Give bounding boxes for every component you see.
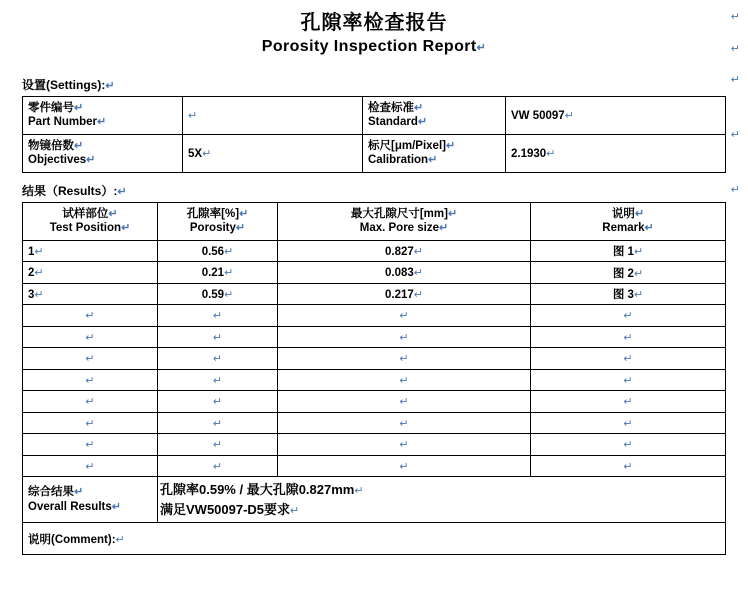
cell-pore-size[interactable] <box>278 412 531 434</box>
paragraph-mark: ↵ <box>290 504 300 517</box>
paragraph-mark: ↵ <box>212 353 223 366</box>
cell-test-position[interactable] <box>23 240 158 262</box>
paragraph-mark: ↵ <box>730 11 740 23</box>
cell-pore-size[interactable] <box>278 262 531 284</box>
cell-porosity[interactable] <box>158 283 278 305</box>
paragraph-mark: ↵ <box>115 533 125 546</box>
calibration-value[interactable] <box>506 134 726 172</box>
cell-porosity[interactable] <box>158 262 278 284</box>
paragraph-mark: ↵ <box>399 396 409 409</box>
table-header-row <box>23 202 726 240</box>
calibration-label <box>363 134 506 172</box>
cell-value: 图 2 <box>612 267 634 280</box>
paragraph-mark: ↵ <box>86 154 96 167</box>
settings-heading-text: 设置(Settings): <box>22 77 106 92</box>
comment-label[interactable] <box>23 523 726 555</box>
table-row <box>23 326 726 348</box>
paragraph-mark: ↵ <box>85 331 95 344</box>
overall-results-value[interactable] <box>158 477 726 523</box>
paragraph-mark: ↵ <box>413 267 423 280</box>
paragraph-mark: ↵ <box>730 184 740 196</box>
column-header-test-position-zh: 试样部位 <box>62 207 109 220</box>
paragraph-mark: ↵ <box>224 245 234 258</box>
paragraph-mark: ↵ <box>413 245 423 258</box>
cell-remark[interactable] <box>531 240 726 262</box>
overall-results-line1: 孔隙率0.59% / 最大孔隙0.827mm <box>160 481 355 497</box>
cell-test-position[interactable] <box>23 434 158 456</box>
standard-value-text: VW 50097 <box>511 109 565 122</box>
cell-value: 图 3 <box>612 289 634 302</box>
paragraph-mark: ↵ <box>399 439 409 452</box>
table-row <box>23 96 726 134</box>
cell-pore-size[interactable] <box>278 240 531 262</box>
cell-value: 0.083 <box>385 267 414 280</box>
table-row <box>23 455 726 477</box>
paragraph-mark: ↵ <box>546 147 556 160</box>
paragraph-mark: ↵ <box>85 439 95 452</box>
paragraph-mark: ↵ <box>74 485 84 498</box>
table-row <box>23 262 726 284</box>
part-number-label <box>23 96 183 134</box>
cell-pore-size[interactable] <box>278 434 531 456</box>
paragraph-mark: ↵ <box>623 439 633 452</box>
cell-test-position[interactable] <box>23 455 158 477</box>
paragraph-mark: ↵ <box>633 289 644 302</box>
paragraph-mark: ↵ <box>85 310 95 323</box>
table-row <box>23 305 726 327</box>
cell-test-position[interactable] <box>23 369 158 391</box>
paragraph-mark: ↵ <box>97 116 107 129</box>
cell-porosity[interactable] <box>158 412 278 434</box>
cell-remark[interactable] <box>531 455 726 477</box>
cell-value: 3 <box>28 288 35 301</box>
paragraph-mark: ↵ <box>417 116 428 129</box>
paragraph-mark: ↵ <box>644 222 654 235</box>
column-header-test-position-en: Test Position <box>49 222 122 235</box>
paragraph-mark: ↵ <box>564 109 574 122</box>
column-header-pore-size-en: Max. Pore size <box>359 222 440 235</box>
paragraph-mark: ↵ <box>121 222 131 235</box>
paragraph-mark: ↵ <box>85 353 95 366</box>
paragraph-mark: ↵ <box>212 439 223 452</box>
paragraph-mark: ↵ <box>188 109 198 122</box>
paragraph-mark: ↵ <box>730 129 740 141</box>
cell-pore-size[interactable] <box>278 305 531 327</box>
cell-remark[interactable] <box>531 391 726 413</box>
paragraph-mark: ↵ <box>212 310 223 323</box>
calibration-value-text: 2.1930 <box>511 147 547 160</box>
objectives-label-zh: 物镜倍数 <box>28 139 74 152</box>
paragraph-mark: ↵ <box>428 154 438 167</box>
paragraph-mark: ↵ <box>413 288 423 301</box>
table-row <box>23 391 726 413</box>
column-header-porosity-en: Porosity <box>189 222 236 235</box>
paragraph-mark: ↵ <box>85 396 95 409</box>
cell-test-position[interactable] <box>23 348 158 370</box>
table-row <box>23 369 726 391</box>
cell-porosity[interactable] <box>158 369 278 391</box>
cell-remark[interactable] <box>531 434 726 456</box>
paragraph-mark: ↵ <box>623 331 633 344</box>
paragraph-mark: ↵ <box>224 267 234 280</box>
paragraph-mark: ↵ <box>202 147 212 160</box>
comment-label-text: 说明(Comment): <box>28 533 116 546</box>
paragraph-mark: ↵ <box>634 207 645 220</box>
paragraph-mark: ↵ <box>730 74 740 86</box>
cell-value: 图 1 <box>612 246 634 259</box>
cell-value: 0.59 <box>201 288 225 301</box>
column-header-pore-size-zh: 最大孔隙尺寸[mm] <box>350 207 448 220</box>
cell-pore-size[interactable] <box>278 369 531 391</box>
paragraph-mark: ↵ <box>34 267 44 280</box>
standard-value[interactable] <box>506 96 726 134</box>
calibration-label-en: Calibration <box>368 154 429 167</box>
column-header-test-position <box>23 202 158 240</box>
standard-label-en: Standard <box>368 116 418 129</box>
paragraph-mark: ↵ <box>399 374 409 387</box>
overall-results-row <box>23 477 726 523</box>
column-header-remark-en: Remark <box>602 222 645 235</box>
cell-test-position[interactable] <box>23 391 158 413</box>
cell-remark[interactable] <box>531 283 726 305</box>
cell-value: 0.827 <box>385 245 414 258</box>
cell-remark[interactable] <box>531 348 726 370</box>
paragraph-mark: ↵ <box>34 288 44 301</box>
objectives-value[interactable] <box>183 134 363 172</box>
cell-pore-size[interactable] <box>278 391 531 413</box>
cell-test-position[interactable] <box>23 262 158 284</box>
cell-pore-size[interactable] <box>278 455 531 477</box>
paragraph-mark: ↵ <box>235 222 246 235</box>
overall-results-line2: 满足VW50097-D5要求 <box>160 501 291 517</box>
cell-porosity[interactable] <box>158 391 278 413</box>
objectives-label-en: Objectives <box>28 154 87 167</box>
part-number-label-en: Part Number <box>28 116 98 129</box>
results-table <box>22 202 726 556</box>
cell-porosity[interactable] <box>158 348 278 370</box>
paragraph-mark: ↵ <box>105 79 115 92</box>
column-header-porosity <box>158 202 278 240</box>
cell-test-position[interactable] <box>23 412 158 434</box>
calibration-label-zh: 标尺[μm/Pixel] <box>368 139 446 152</box>
paragraph-mark: ↵ <box>85 417 95 430</box>
cell-pore-size[interactable] <box>278 326 531 348</box>
paragraph-mark: ↵ <box>633 267 644 280</box>
cell-pore-size[interactable] <box>278 348 531 370</box>
paragraph-mark: ↵ <box>623 374 633 387</box>
overall-results-label-zh: 综合结果 <box>28 485 74 498</box>
cell-remark[interactable] <box>531 412 726 434</box>
paragraph-mark: ↵ <box>399 417 409 430</box>
cell-value: 0.21 <box>201 267 225 280</box>
settings-heading <box>0 76 748 93</box>
table-row <box>23 283 726 305</box>
cell-test-position[interactable] <box>23 305 158 327</box>
cell-value: 0.56 <box>201 245 225 258</box>
column-header-pore-size <box>278 202 531 240</box>
standard-label <box>363 96 506 134</box>
cell-porosity[interactable] <box>158 305 278 327</box>
standard-label-zh: 检查标准 <box>368 101 414 114</box>
paragraph-mark: ↵ <box>212 396 223 409</box>
paragraph-mark: ↵ <box>85 460 95 473</box>
part-number-value[interactable] <box>183 96 363 134</box>
paragraph-mark: ↵ <box>414 101 424 114</box>
cell-porosity[interactable] <box>158 434 278 456</box>
cell-pore-size[interactable] <box>278 283 531 305</box>
paragraph-mark: ↵ <box>399 460 409 473</box>
comment-row <box>23 523 726 555</box>
paragraph-mark: ↵ <box>117 185 127 198</box>
cell-test-position[interactable] <box>23 283 158 305</box>
paragraph-mark: ↵ <box>212 460 223 473</box>
paragraph-mark: ↵ <box>730 43 740 55</box>
page-title-en-text: Porosity Inspection Report <box>261 38 477 55</box>
results-heading <box>0 182 748 199</box>
column-header-remark-zh: 说明 <box>611 207 635 220</box>
table-row <box>23 240 726 262</box>
paragraph-mark: ↵ <box>224 288 234 301</box>
paragraph-mark: ↵ <box>74 139 84 152</box>
paragraph-mark: ↵ <box>111 500 121 513</box>
cell-porosity[interactable] <box>158 455 278 477</box>
paragraph-mark: ↵ <box>34 245 44 258</box>
paragraph-mark: ↵ <box>212 374 223 387</box>
cell-porosity[interactable] <box>158 240 278 262</box>
cell-value: 1 <box>28 245 35 258</box>
column-header-remark <box>531 202 726 240</box>
paragraph-mark: ↵ <box>399 353 409 366</box>
paragraph-mark: ↵ <box>212 417 223 430</box>
page-title-en <box>0 36 748 58</box>
paragraph-mark: ↵ <box>108 207 118 220</box>
table-row <box>23 134 726 172</box>
cell-remark[interactable] <box>531 262 726 284</box>
paragraph-mark: ↵ <box>476 42 487 54</box>
cell-porosity[interactable] <box>158 326 278 348</box>
cell-remark[interactable] <box>531 305 726 327</box>
overall-results-label-en: Overall Results <box>28 500 112 513</box>
objectives-label <box>23 134 183 172</box>
cell-value: 0.217 <box>385 288 414 301</box>
paragraph-mark: ↵ <box>212 331 223 344</box>
paragraph-mark: ↵ <box>85 374 95 387</box>
objectives-value-text: 5X <box>188 147 203 160</box>
page-title-zh <box>0 0 748 36</box>
table-row <box>23 348 726 370</box>
paragraph-mark: ↵ <box>74 101 84 114</box>
cell-remark[interactable] <box>531 326 726 348</box>
table-row <box>23 412 726 434</box>
paragraph-mark: ↵ <box>399 331 409 344</box>
paragraph-mark: ↵ <box>447 207 458 220</box>
cell-remark[interactable] <box>531 369 726 391</box>
column-header-porosity-zh: 孔隙率[%] <box>186 207 240 220</box>
paragraph-mark: ↵ <box>354 484 364 497</box>
cell-test-position[interactable] <box>23 326 158 348</box>
paragraph-mark: ↵ <box>623 353 633 366</box>
paragraph-mark: ↵ <box>633 246 644 259</box>
paragraph-mark: ↵ <box>439 222 449 235</box>
table-row <box>23 434 726 456</box>
paragraph-mark: ↵ <box>623 310 633 323</box>
paragraph-mark: ↵ <box>623 417 633 430</box>
overall-results-label <box>23 477 158 523</box>
paragraph-mark: ↵ <box>623 396 633 409</box>
paragraph-mark: ↵ <box>445 139 456 152</box>
results-heading-text: 结果（Results）: <box>22 183 118 198</box>
cell-value: 2 <box>28 267 35 280</box>
paragraph-mark: ↵ <box>239 207 249 220</box>
part-number-label-zh: 零件编号 <box>28 101 74 114</box>
page-title-zh-text: 孔隙率检查报告 <box>300 12 448 34</box>
paragraph-mark: ↵ <box>623 460 633 473</box>
settings-table <box>22 96 726 173</box>
paragraph-mark: ↵ <box>399 310 409 323</box>
